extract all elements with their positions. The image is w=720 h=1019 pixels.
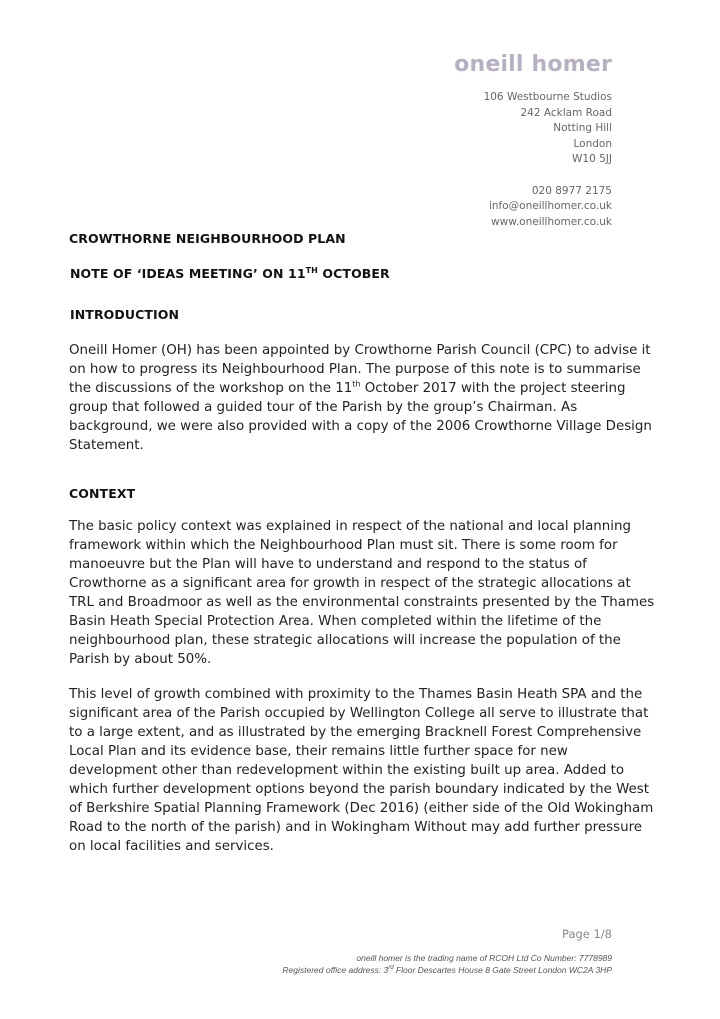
introduction-paragraph <box>69 341 659 455</box>
context-paragraph-2: This level of growth combined with proximity to the Thames Basin Heath SPA and the significant area of the Parish occupied by Wellington College all serve to illustrate that to a large extent, and as illustrated by the emerging Bracknell Forest Comprehensive Local Plan and its evidence base, their remains little further space for new development other than redevelopment within the existing built up area. Added to which further development options beyond the parish boundary indicated by the West of Berkshire Spatial Planning Framework (Dec 2016) (either side of the Old Wokingham Road to the north of the parish) and in Wokingham Without may add further pressure on local facilities and services. <box>69 687 654 854</box>
subtitle-text: NOTE OF ‘IDEAS MEETING’ ON 11 <box>70 266 306 281</box>
page-footer <box>282 952 612 976</box>
address-line: London <box>573 137 612 150</box>
intro-text-end: October 2017 with the project steering group that followed a guided tour of the Parish by the group’s Chairman. As background, we were also provided with a copy of the 2006 Crowthorne Village Design Statement. <box>69 381 652 453</box>
footer-line-1: oneill homer is the trading name of RCOH Ltd Co Number: 7778989 <box>356 953 612 963</box>
company-logo: oneill homer <box>454 52 612 77</box>
context-paragraph-1: The basic policy context was explained in respect of the national and local planning framework within which the Neighbourhood Plan must sit. There is some room for manoeuvre but the Plan will have to understand and respond to the status of Crowthorne as a significant area for growth in respect of the strategic allocations at TRL and Broadmoor as well as the environmental constraints presented by the Thames Basin Heath Special Protection Area. When completed within the lifetime of the neighbourhood plan, these strategic allocations will increase the population of the Parish by about 50%. <box>69 519 655 667</box>
footer-line-2 <box>282 964 612 976</box>
subtitle-sup: TH <box>305 265 318 275</box>
address-line: Notting Hill <box>553 122 612 135</box>
website-address: www.oneillhomer.co.uk <box>491 215 612 228</box>
address-line: W10 5JJ <box>572 153 612 166</box>
introduction-heading: INTRODUCTION <box>70 307 180 322</box>
document-subtitle <box>70 266 390 281</box>
document-title: CROWTHORNE NEIGHBOURHOOD PLAN <box>69 231 346 246</box>
address-line: 242 Acklam Road <box>520 106 612 119</box>
intro-sup: th <box>352 379 361 389</box>
address-line: 106 Westbourne Studios <box>483 91 612 103</box>
context-heading: CONTEXT <box>69 486 136 501</box>
email-address: info@oneillhomer.co.uk <box>488 200 612 213</box>
phone-number: 020 8977 2175 <box>531 184 612 197</box>
intro-text: Oneill Homer (OH) has been appointed by Crowthorne Parish Council (CPC) to advise it on how to progress its Neighbourhood Plan. The purpose of this note is to summarise the discussions of the workshop on the 11 <box>69 343 651 396</box>
footer-sup: rd <box>388 965 394 972</box>
footer-text-end: Floor Descartes House 8 Gate Street London WC2A 3HP <box>393 965 612 975</box>
footer-text: Registered office address: 3 <box>282 965 389 975</box>
company-address-block <box>484 90 612 230</box>
subtitle-text-end: OCTOBER <box>317 266 390 281</box>
page-number: Page 1/8 <box>561 927 612 941</box>
